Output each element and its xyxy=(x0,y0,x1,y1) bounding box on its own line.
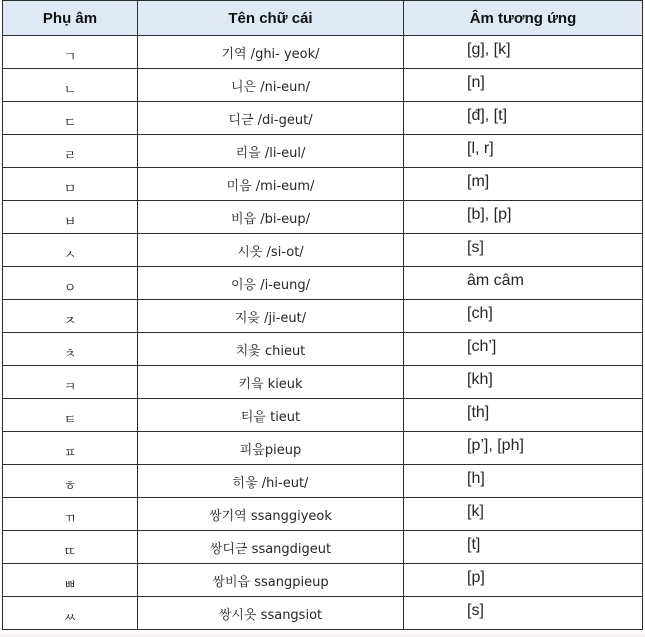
consonant-glyph: ㅊ xyxy=(63,346,77,362)
table-row xyxy=(3,69,643,102)
consonant-glyph: ㄸ xyxy=(63,544,77,560)
consonant-glyph: ㄲ xyxy=(63,511,77,527)
letter-name-cell: 키읔 kieuk xyxy=(138,366,404,399)
consonant-cell xyxy=(3,267,138,300)
letter-name-cell: 니은 /ni-eun/ xyxy=(138,69,404,102)
sound-value: [ch] xyxy=(467,305,493,322)
consonant-cell xyxy=(3,465,138,498)
consonant-glyph: ㅃ xyxy=(63,577,77,593)
consonant-cell xyxy=(3,564,138,597)
sound-value: [k] xyxy=(467,503,484,520)
consonant-cell xyxy=(3,102,138,135)
header-letter-name: Tên chữ cái xyxy=(138,1,404,36)
letter-name-cell: 지읒 /ji-eut/ xyxy=(138,300,404,333)
sound-value: [l, r] xyxy=(467,140,494,157)
sound-value: [kh] xyxy=(467,371,493,388)
consonant-cell xyxy=(3,498,138,531)
consonant-cell xyxy=(3,333,138,366)
consonant-glyph: ㅇ xyxy=(63,280,77,296)
sound-cell xyxy=(404,432,643,465)
table-header xyxy=(3,1,643,36)
table-row xyxy=(3,498,643,531)
sound-cell xyxy=(404,102,643,135)
sound-cell xyxy=(404,300,643,333)
table-row xyxy=(3,201,643,234)
letter-name-cell: 치읓 chieut xyxy=(138,333,404,366)
consonant-glyph: ㅋ xyxy=(63,379,77,395)
sound-value: [n] xyxy=(467,74,485,91)
consonant-cell xyxy=(3,69,138,102)
sound-cell xyxy=(404,366,643,399)
table-row xyxy=(3,135,643,168)
consonant-glyph: ㄹ xyxy=(63,148,77,164)
table-row xyxy=(3,597,643,630)
sound-value: [g], [k] xyxy=(467,41,511,58)
sound-cell xyxy=(404,69,643,102)
header-row xyxy=(3,1,643,36)
consonant-glyph: ㄴ xyxy=(63,82,77,98)
consonant-cell xyxy=(3,597,138,630)
consonant-cell xyxy=(3,234,138,267)
letter-name-cell: 쌍디귿 ssangdigeut xyxy=(138,531,404,564)
table-row xyxy=(3,168,643,201)
sound-cell xyxy=(404,267,643,300)
consonant-glyph: ㄱ xyxy=(63,49,77,65)
consonant-cell xyxy=(3,201,138,234)
sound-value: [m] xyxy=(467,173,490,190)
letter-name-cell: 기역 /ghi- yeok/ xyxy=(138,36,404,69)
letter-name-cell: 히읗 /hi-eut/ xyxy=(138,465,404,498)
sound-cell xyxy=(404,201,643,234)
consonant-cell xyxy=(3,36,138,69)
consonant-glyph: ㅎ xyxy=(63,478,77,494)
sound-value: [đ], [t] xyxy=(467,107,508,124)
letter-name-cell: 쌍기역 ssanggiyeok xyxy=(138,498,404,531)
consonant-cell xyxy=(3,300,138,333)
sound-cell xyxy=(404,498,643,531)
letter-name-cell: 리을 /li-eul/ xyxy=(138,135,404,168)
letter-name-cell: 비읍 /bi-eup/ xyxy=(138,201,404,234)
sound-value: [p’], [ph] xyxy=(467,437,524,454)
sound-cell xyxy=(404,465,643,498)
consonant-cell xyxy=(3,531,138,564)
sound-cell xyxy=(404,399,643,432)
table-row xyxy=(3,531,643,564)
korean-consonant-table xyxy=(2,0,643,630)
table-row xyxy=(3,234,643,267)
table-row xyxy=(3,102,643,135)
letter-name-cell: 쌍비읍 ssangpieup xyxy=(138,564,404,597)
table-row xyxy=(3,36,643,69)
consonant-glyph: ㅁ xyxy=(63,181,77,197)
table-row xyxy=(3,465,643,498)
letter-name-cell: 미음 /mi-eum/ xyxy=(138,168,404,201)
sound-value: [t] xyxy=(467,536,481,553)
consonant-glyph: ㅅ xyxy=(63,247,77,263)
letter-name-cell: 피읖pieup xyxy=(138,432,404,465)
sound-cell xyxy=(404,597,643,630)
table-row xyxy=(3,564,643,597)
table-row xyxy=(3,432,643,465)
table-row xyxy=(3,300,643,333)
letter-name-cell: 티읕 tieut xyxy=(138,399,404,432)
consonant-cell xyxy=(3,135,138,168)
sound-value: [h] xyxy=(467,470,485,487)
table-row xyxy=(3,399,643,432)
sound-value: [s] xyxy=(467,239,484,256)
sound-cell xyxy=(404,168,643,201)
sound-cell xyxy=(404,531,643,564)
sound-cell xyxy=(404,135,643,168)
consonant-glyph: ㅆ xyxy=(63,610,77,626)
consonant-glyph: ㄷ xyxy=(63,115,77,131)
sound-cell xyxy=(404,234,643,267)
letter-name-cell: 이응 /i-eung/ xyxy=(138,267,404,300)
consonant-glyph: ㅂ xyxy=(63,214,77,230)
letter-name-cell: 쌍시옷 ssangsiot xyxy=(138,597,404,630)
letter-name-cell: 시옷 /si-ot/ xyxy=(138,234,404,267)
sound-value: [th] xyxy=(467,404,490,421)
sound-cell xyxy=(404,36,643,69)
consonant-cell xyxy=(3,399,138,432)
consonant-glyph: ㅌ xyxy=(63,412,77,428)
table-row xyxy=(3,366,643,399)
header-consonant: Phụ âm xyxy=(3,1,138,36)
bottom-fade xyxy=(0,630,645,637)
consonant-glyph: ㅍ xyxy=(63,445,77,461)
sound-cell xyxy=(404,564,643,597)
sound-value: [ch’] xyxy=(467,338,497,355)
sound-value: [b], [p] xyxy=(467,206,512,223)
header-sound: Âm tương ứng xyxy=(404,1,643,36)
sound-cell xyxy=(404,333,643,366)
consonant-glyph: ㅈ xyxy=(63,313,77,329)
consonant-cell xyxy=(3,432,138,465)
consonant-cell xyxy=(3,366,138,399)
table-body xyxy=(3,36,643,630)
consonant-cell xyxy=(3,168,138,201)
sound-value: [s] xyxy=(467,602,484,619)
sound-value: [p] xyxy=(467,569,485,586)
sound-value: âm câm xyxy=(467,272,524,289)
table-row xyxy=(3,267,643,300)
consonant-table-container xyxy=(2,0,642,630)
letter-name-cell: 디귿 /di-geut/ xyxy=(138,102,404,135)
table-row xyxy=(3,333,643,366)
